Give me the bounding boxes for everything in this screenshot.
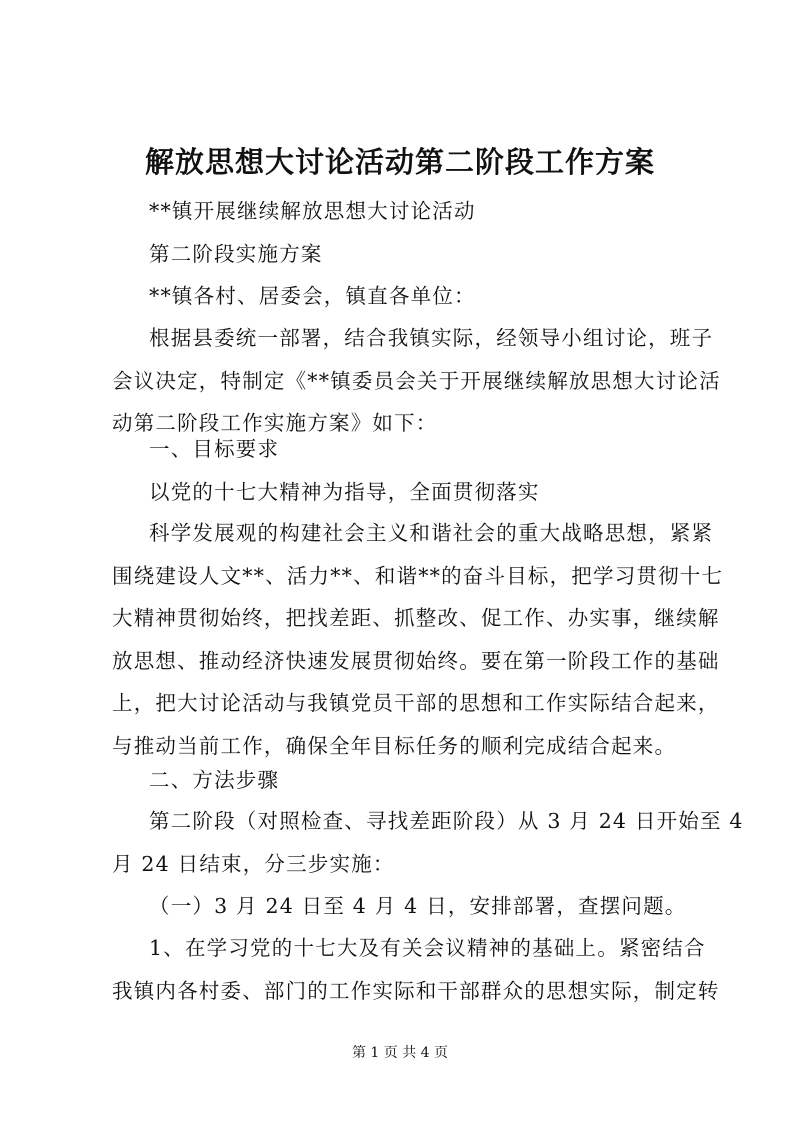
paragraph-methods — [112, 800, 744, 885]
paragraph-step-one — [112, 927, 718, 1012]
text-line: 上，把大讨论活动与我镇党员干部的思想和工作实际结合起来， — [112, 691, 720, 715]
text-line: 会议决定，特制定《**镇委员会关于开展继续解放思想大讨论活 — [112, 368, 721, 393]
section-heading-goals — [112, 428, 718, 513]
text-line: 以党的十七大精神为指导，全面贯彻落实 — [149, 479, 540, 504]
section-heading-methods — [112, 759, 718, 802]
page-footer: 第 1 页 共 4 页 — [351, 1045, 449, 1061]
text-line: 科学发展观的构建社会主义和谐社会的重大战略思想，紧紧 — [149, 521, 714, 545]
text-line: 根据县委统一部署，结合我镇实际，经领导小组讨论，班子 — [149, 326, 714, 350]
text-line: **镇各村、居委会，镇直各单位： — [149, 284, 476, 308]
text-line: **镇开展继续解放思想大讨论活动 — [149, 199, 476, 223]
text-line: 1、在学习党的十七大及有关会议精神的基础上。紧密结合 — [149, 936, 706, 960]
text-line: 动第二阶段工作实施方案》如下： — [112, 411, 438, 435]
text-line: 月 24 日结束，分三步实施： — [112, 851, 395, 876]
document-title: 解放思想大讨论活动第二阶段工作方案 — [144, 145, 655, 179]
text-line: 我镇内各村委、部门的工作实际和干部群众的思想实际，制定转 — [112, 978, 720, 1003]
paragraph-intro — [112, 317, 721, 445]
text-line: 放思想、推动经济快速发展贯彻始终。要在第一阶段工作的基础 — [112, 648, 720, 673]
text-line: 二、方法步骤 — [149, 768, 280, 792]
paragraph-heading-line — [112, 190, 718, 318]
text-line: 与推动当前工作，确保全年目标任务的顺利完成结合起来。 — [112, 733, 677, 758]
text-line: 第二阶段（对照检查、寻找差距阶段）从 3 月 24 日开始至 4 — [149, 809, 744, 833]
text-line: （一）3 月 24 日至 4 月 4 日，安排部署，查摆问题。 — [149, 894, 687, 918]
text-line: 大精神贯彻始终，把找差距、抓整改、促工作、办实事，继续解 — [112, 606, 720, 630]
text-line: 第二阶段实施方案 — [149, 241, 323, 266]
text-line: 围绕建设人文**、活力**、和谐**的奋斗目标，把学习贯彻十七 — [112, 563, 724, 588]
paragraph-goals — [112, 512, 724, 767]
subsection-heading-step-one — [112, 885, 755, 928]
text-line: 一、目标要求 — [149, 437, 280, 461]
